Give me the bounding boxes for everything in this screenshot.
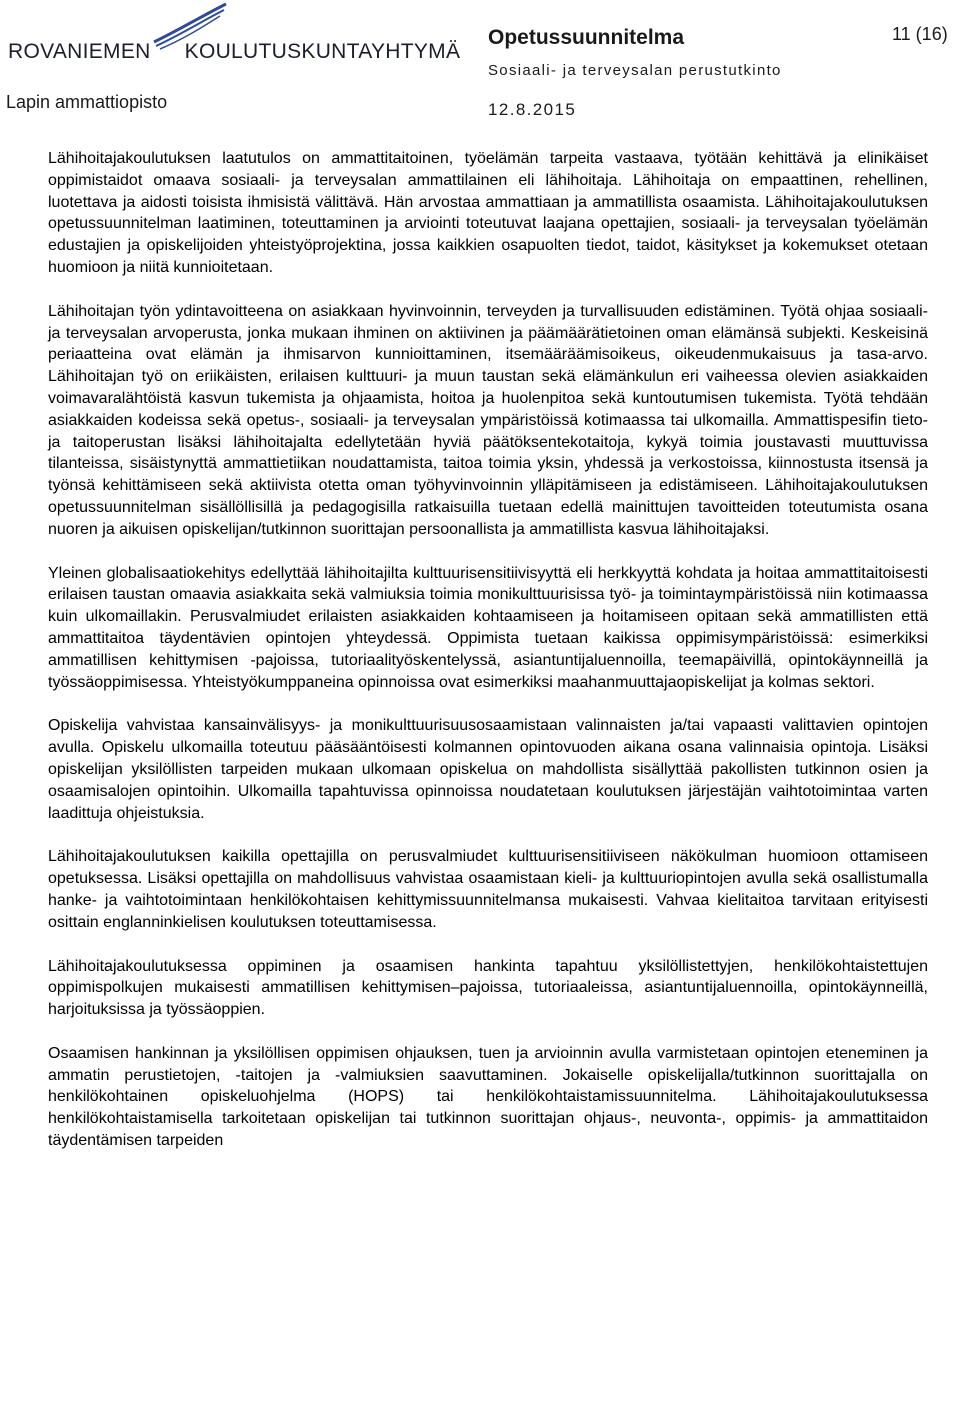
- paragraph-3: Yleinen globalisaatiokehitys edellyttää lähihoitajilta kulttuurisensitiivisyyttä eli herkkyyttä kohdata ja hoitaa ammattitaitoisesti erilaisen taustan omaavia asiakkaita sekä valmiuksia toimia monikulttuurisissa työ- ja toimintaympäristöissä niin kotimaassa kuin ulkomaillakin. Perusvalmiudet erilaisten asiakkaiden kohtaamiseen ja hoitamiseen opitaan sekä ammatillisten että ammattitaitoa täydentävien opintojen yhteydessä. Oppimista tuetaan kaikissa oppimisympäristöissä: esimerkiksi ammatillisen kehittymisen -pajoissa, tutoriaalityöskentelyssä, asiantuntijaluennoilla, teemapäivillä, opintokäynneillä ja työssäoppimisessa. Yhteistyökumppaneina opinnoissa ovat esimerkiksi maahanmuuttajaopiskelijat ja kolmas sektori.: [48, 564, 928, 691]
- paragraph-1: Lähihoitajakoulutuksen laatutulos on ammattitaitoinen, työelämän tarpeita vastaava, työtään kehittävä ja elinikäiset oppimistaidot omaava sosiaali- ja terveysalan ammattilainen eli lähihoitaja. Lähihoitaja on empaattinen, rehellinen, luotettava ja aidosti toisista ihmisistä välittävä. Hän arvostaa ammattiaan ja ammatillista osaamista. Lähihoitajakoulutuksen opetussuunnitelman laatiminen, toteuttaminen ja arviointi toteutuvat laajana opettajien, sosiaali- ja terveysalan työelämän edustajien ja opiskelijoiden yhteistyöprojektina, jossa kaikkien osapuolten tiedot, taidot, käsitykset ja kokemukset otetaan huomioon ja niitä kunnioitetaan.: [48, 150, 928, 276]
- paragraph-2: Lähihoitajan työn ydintavoitteena on asiakkaan hyvinvoinnin, terveyden ja turvallisuuden edistäminen. Työtä ohjaa sosiaali- ja terveysalan arvoperusta, jonka mukaan ihminen on aktiivinen ja päämäärätietoinen oman elämänsä subjekti. Keskeisinä periaatteina ovat elämän ja ihmisarvon kunnioittaminen, itsemääräämisoikeus, oikeudenmukaisuus ja tasa-arvo. Lähihoitajan työ on eriikäisten, erilaisen kulttuuri- ja muun taustan sekä elämänkulun eri vaiheessa olevien asiakkaiden voimavaralähtöistä kasvun tukemista ja ohjaamista, hoitoa ja huolenpitoa sekä kuntoutumisen tukemista. Työtä tehdään asiakkaiden kodeissa sekä opetus-, sosiaali- ja terveysalan ympäristöissä kotimaassa tai ulkomailla. Ammattispesifin tieto- ja taitoperustan lisäksi lähihoitajalta edellytetään hyviä päätöksentekotaitoja, kykyä toimia joustavasti muuttuvissa tilanteissa, sisäistynyttä ammattietiikan noudattamista, taitoa toimia yksin, yhdessä ja verkostoissa, kiinnostusta itsensä ja työnsä kehittämiseen sekä aktiivista otetta oman työhyvinvoinnin ylläpitämiseen ja edistämiseen. Lähihoitajakoulutuksen opetussuunnitelman sisällöllisillä ja pedagogisilla ratkaisuilla tuetaan edellä mainittujen tavoitteiden toteutumista osana nuoren ja aikuisen opiskelijan/tutkinnon suorittajan persoonallista ja ammatillista kasvua lähihoitajaksi.: [48, 302, 928, 538]
- document-subtitle: Sosiaali- ja terveysalan perustutkinto: [488, 62, 782, 79]
- page-number: 11 (16): [892, 24, 948, 44]
- paragraph-5: Lähihoitajakoulutuksen kaikilla opettajilla on perusvalmiudet kulttuurisensitiiviseen näkökulman huomioon ottamiseen opetuksessa. Lisäksi opettajilla on mahdollisuus vahvistaa osaamistaan kieli- ja kulttuuriopintojen avulla sekä osallistumalla hanke- ja vaihtotoimintaan henkilökohtaisen kehittymissuunnitelmansa mukaisesti. Vahvaa kielitaitoa tarvitaan erityisesti osittain englanninkielisen koulutuksen toteuttamisessa.: [48, 848, 928, 931]
- paragraph-6: Lähihoitajakoulutuksessa oppiminen ja osaamisen hankinta tapahtuu yksilöllistettyjen, henkilökohtaistettujen oppimispolkujen mukaisesti ammatillisen kehittymisen–pajoissa, tutoriaaleissa, asiantuntijaluennoilla, opintokäynneillä, harjoituksissa ja työssäoppien.: [48, 957, 928, 1019]
- logo-text-federation: KOULUTUSKUNTAYHTYMÄ: [184, 40, 461, 63]
- institution-logo: [4, 2, 461, 82]
- logo-text-city: ROVANIEMEN: [8, 40, 151, 63]
- paragraph-4: Opiskelija vahvistaa kansainvälisyys- ja monikulttuurisuusosaamistaan valinnaisten ja/tai vapaasti valittavien opintojen avulla. Opiskelu ulkomailla toteutuu pääsääntöisesti kolmannen opintovuoden aikana osana valinnaisia opintoja. Lisäksi opiskelijan yksilöllisten tarpeiden mukaan ulkomaan opiskelua on mahdollista sisällyttää pakollisten tutkinnon osien ja osaamisalojen opintoihin. Ulkomailla tapahtuvissa opinnoissa noudatetaan koulutuksen järjestäjän vaihtotoimintaa varten laadittuja ohjeistuksia.: [48, 717, 928, 822]
- document-date: 12.8.2015: [488, 100, 577, 119]
- logo-wordmark: [8, 40, 460, 64]
- page-header: [0, 0, 960, 130]
- paragraph-7: Osaamisen hankinnan ja yksilöllisen oppimisen ohjauksen, tuen ja arvioinnin avulla varmistetaan opintojen eteneminen ja ammatin perustietojen, -taitojen ja -valmiuksien saavuttaminen. Jokaiselle opiskelijalla/tutkinnon suorittajalla on henkilökohtainen opiskeluohjelma (HOPS) tai henkilökohtaistamissuunnitelma. Lähihoitajakoulutuksessa henkilökohtaistamisella tarkoitetaan opiskelijan tai tutkinnon suorittajan ohjaus-, neuvonta-, oppimis- ja ammattitaidon täydentämisen tarpeiden: [48, 1044, 928, 1150]
- institution-name: Lapin ammattiopisto: [6, 92, 168, 112]
- document-body: [48, 148, 928, 1174]
- document-title: Opetussuunnitelma: [488, 26, 685, 49]
